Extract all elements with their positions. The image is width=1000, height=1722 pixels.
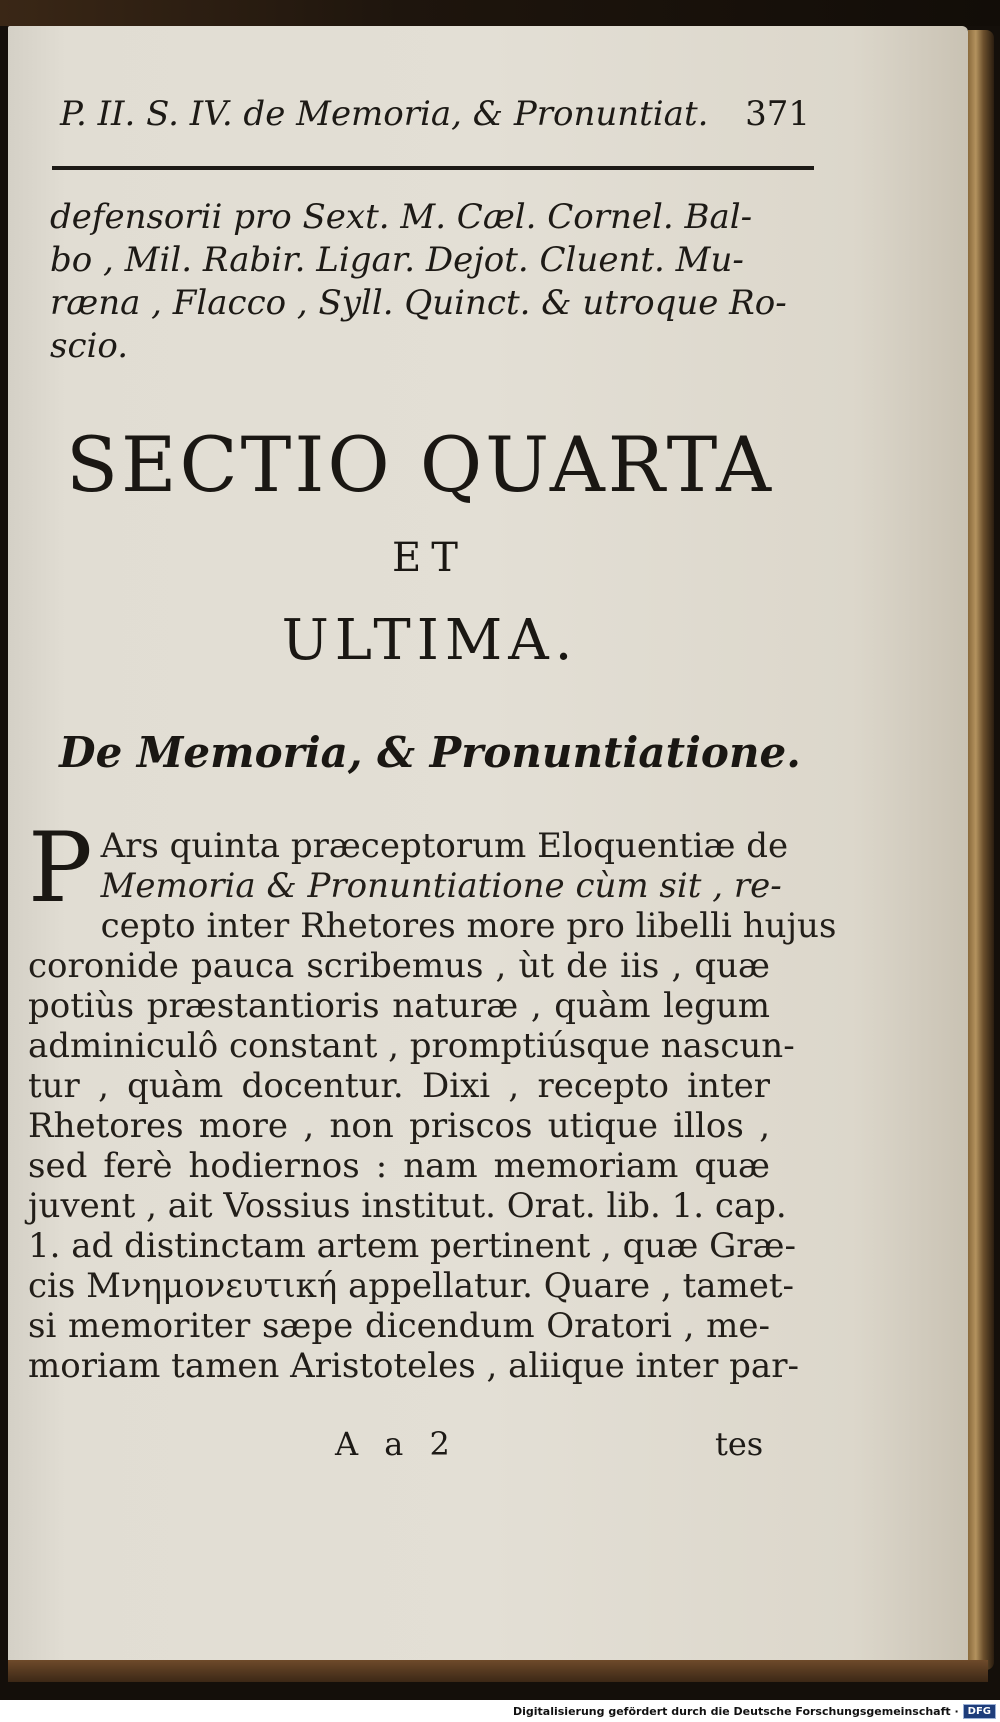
section-subtitle: De Memoria, & Pronuntiatione.	[59, 728, 801, 777]
text-line: sed ferè hodiernos : nam memoriam quæ	[28, 1146, 770, 1186]
running-head-title: P. II. S. IV. de Memoria, & Pronuntiat.	[60, 94, 709, 134]
text-line: coronide pauca scribemus , ùt de iis , quæ	[28, 946, 770, 986]
text-line: adminiculô constant , promptiúsque nascun-	[28, 1026, 795, 1066]
continued-paragraph	[50, 196, 795, 368]
digitization-footer	[0, 1700, 1000, 1722]
text-line: defensorii pro Sext. M. Cæl. Cornel. Bal-	[50, 197, 753, 237]
text-line: ræna , Flacco , Syll. Quinct. & utroque Ro-	[50, 283, 787, 323]
body-paragraph	[28, 812, 837, 1386]
text-line: tur , quàm docentur. Dixi , recepto inter	[28, 1066, 770, 1106]
header-rule	[52, 166, 814, 170]
text-line: si memoriter sæpe dicendum Oratori , me-	[28, 1306, 770, 1346]
binding-bottom	[8, 1660, 988, 1682]
catchword: tes	[715, 1425, 764, 1463]
footer-credit: Digitalisierung gefördert durch die Deutsche Forschungsgemeinschaft ·	[512, 1704, 959, 1718]
dfg-logo-icon: DFG	[963, 1704, 996, 1719]
text-line: Memoria & Pronuntiatione cùm sit , re-	[100, 866, 782, 906]
section-title: SECTIO QUARTA	[65, 420, 775, 509]
text-line: Ars quinta præceptorum Eloquentiæ de	[100, 826, 789, 866]
text-line: cis Μνημονευτική appellatur. Quare , tamet-	[28, 1266, 795, 1306]
text-line: scio.	[50, 326, 129, 366]
text-line: cepto inter Rhetores more pro libelli hujus	[100, 906, 837, 946]
text-line: juvent , ait Vossius institut. Orat. lib. 1. cap.	[28, 1186, 787, 1226]
text-line: bo , Mil. Rabir. Ligar. Dejot. Cluent. Mu-	[50, 240, 744, 280]
page-edge	[968, 30, 994, 1670]
binding-top	[0, 0, 1000, 26]
section-et: ET	[392, 535, 468, 581]
section-ultima: ULTIMA.	[281, 608, 579, 673]
signature-mark: A a 2	[335, 1425, 458, 1463]
text-line: potiùs præstantioris naturæ , quàm legum	[28, 986, 770, 1026]
running-head	[60, 94, 810, 134]
page-number: 371	[745, 94, 810, 134]
text-line: moriam tamen Aristoteles , aliique inter par-	[28, 1346, 799, 1386]
text-line: 1. ad distinctam artem pertinent , quæ Græ-	[28, 1226, 796, 1266]
drop-cap: P	[28, 812, 93, 924]
text-line: Rhetores more , non priscos utique illos ,	[28, 1106, 770, 1146]
